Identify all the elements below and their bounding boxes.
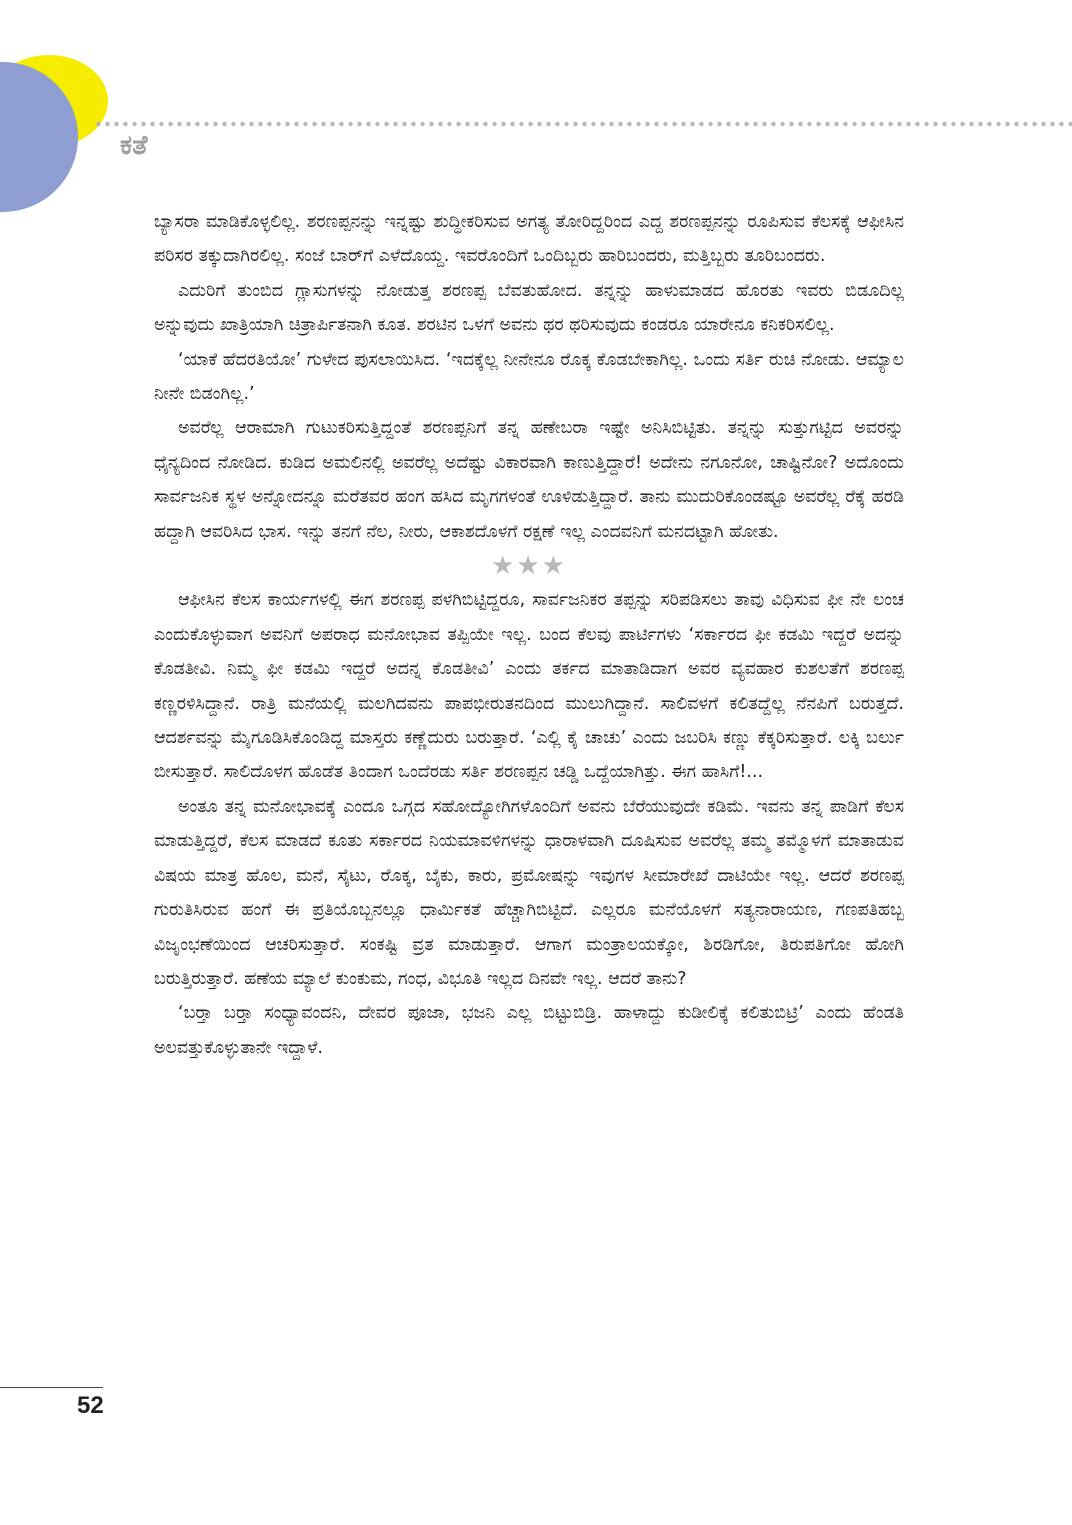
story-text: [154, 205, 904, 1065]
paragraph: ಅವರೆಲ್ಲ ಆರಾಮಾಗಿ ಗುಟುಕರಿಸುತ್ತಿದ್ದಂತೆ ಶರಣಪ್ಪನಿಗೆ ತನ್ನ ಹಣೇಬರಾ ಇಷ್ಟೇ ಅನಿಸಿಬಿಟ್ಟಿತು. ತನ್ನನ್ನು ಸುತ್ತುಗಟ್ಟಿದ ಅವರನ್ನು ಧೈನ್ಯದಿಂದ ನೋಡಿದ. ಕುಡಿದ ಅಮಲಿನಲ್ಲಿ ಅವರೆಲ್ಲ ಅದೆಷ್ಟು ವಿಕಾರವಾಗಿ ಕಾಣುತ್ತಿದ್ದಾರೆ! ಅದೇನು ನಗೂನೋ, ಚಾಷ್ಟಿನೋ? ಅದೊಂದು ಸಾರ್ವಜನಿಕ ಸ್ಥಳ ಅನ್ನೋದನ್ನೂ ಮರೆತವರ ಹಂಗ ಹಸಿದ ಮೃಗಗಳಂತೆ ಊಳಿಡುತ್ತಿದ್ದಾರೆ. ತಾನು ಮುದುರಿಕೊಂಡಷ್ಟೂ ಅವರೆಲ್ಲ ರೆಕ್ಕೆ ಹರಡಿ ಹದ್ದಾಗಿ ಆವರಿಸಿದ ಭಾಸ. ಇನ್ನು ತನಗೆ ನೆಲ, ನೀರು, ಆಕಾಶದೊಳಗೆ ರಕ್ಷಣೆ ಇಲ್ಲ ಎಂದವನಿಗೆ ಮನದಟ್ಟಾಗಿ ಹೋತು.: [154, 418, 904, 542]
dotted-header-rule: [94, 121, 1072, 127]
footer-rule: [0, 1387, 103, 1388]
paragraph: ಆಫೀಸಿನ ಕೆಲಸ ಕಾರ್ಯಗಳಲ್ಲಿ ಈಗ ಶರಣಪ್ಪ ಪಳಗಿಬಿಟ್ಟಿದ್ದರೂ, ಸಾರ್ವಜನಿಕರ ತಪ್ಪನ್ನು ಸರಿಪಡಿಸಲು ತಾವು ವಿಧಿಸುವ ಫೀ ನೇ ಲಂಚ ಎಂದುಕೊಳ್ಳುವಾಗ ಅವನಿಗೆ ಅಪರಾಧ ಮನೋಭಾವ ತಪ್ಪಿಯೇ ಇಲ್ಲ. ಬಂದ ಕೆಲವು ಪಾರ್ಟಿಗಳು ‘ಸರ್ಕಾರದ ಫೀ ಕಡಮಿ ಇದ್ದರೆ ಅದನ್ನು ಕೊಡತೀವಿ. ನಿಮ್ಮ ಫೀ ಕಡಮಿ ಇದ್ದರೆ ಅದನ್ನ ಕೊಡತೀವಿ’ ಎಂದು ತರ್ಕದ ಮಾತಾಡಿದಾಗ ಅವರ ವ್ಯವಹಾರ ಕುಶಲತೆಗೆ ಶರಣಪ್ಪ ಕಣ್ಣರಳಿಸಿದ್ದಾನೆ. ರಾತ್ರಿ ಮನೆಯಲ್ಲಿ ಮಲಗಿದವನು ಪಾಪಭೀರುತನದಿಂದ ಮುಲುಗಿದ್ದಾನೆ. ಸಾಲಿವಳಗೆ ಕಲಿತದ್ದೆಲ್ಲ ನೆನಪಿಗೆ ಬರುತ್ತದೆ. ಆದರ್ಶವನ್ನು ಮೈಗೂಡಿಸಿಕೊಂಡಿದ್ದ ಮಾಸ್ತರು ಕಣ್ಣೆದುರು ಬರುತ್ತಾರೆ. ‘ಎಲ್ಲಿ ಕೈ ಚಾಚು’ ಎಂದು ಜಬರಿಸಿ ಕಣ್ಣು ಕೆಕ್ಕರಿಸುತ್ತಾರೆ. ಲಕ್ಕಿ ಬರ್ಲು ಬೀಸುತ್ತಾರೆ. ಸಾಲಿದೊಳಗ ಹೊಡೆತ ತಿಂದಾಗ ಒಂದೆರಡು ಸರ್ತಿ ಶರಣಪ್ಪನ ಚಡ್ಡಿ ಒದ್ದೆಯಾಗಿತ್ತು. ಈಗ ಹಾಸಿಗೆ!...: [154, 590, 904, 783]
section-break-stars: ★★★: [491, 551, 567, 582]
paragraph: ಬ್ಯಾಸರಾ ಮಾಡಿಕೊಳ್ಳಲಿಲ್ಲ. ಶರಣಪ್ಪನನ್ನು ಇನ್ನಷ್ಟು ಶುದ್ಧೀಕರಿಸುವ ಅಗತ್ಯ ತೋರಿದ್ದರಿಂದ ಎದ್ದ ಶರಣಪ್ಪನನ್ನು ರೂಪಿಸುವ ಕೆಲಸಕ್ಕೆ ಆಫೀಸಿನ ಪರಿಸರ ತಕ್ಕುದಾಗಿರಲಿಲ್ಲ. ಸಂಜೆ ಬಾರ್‌ಗೆ ಎಳೆದೊಯ್ದ. ಇವರೊಂದಿಗೆ ಒಂದಿಬ್ಬರು ಹಾರಿಬಂದರು, ಮತ್ತಿಬ್ಬರು ತೂರಿಬಂದರು.: [154, 212, 904, 267]
paragraph: ‘ಬರ್‍ತಾ ಬರ್‍ತಾ ಸಂಧ್ಯಾವಂದನಿ, ದೇವರ ಪೂಜಾ, ಭಜನಿ ಎಲ್ಲ ಬಿಟ್ಟುಬಿಡ್ರಿ. ಹಾಳಾದ್ದು ಕುಡೀಲಿಕ್ಕೆ ಕಲಿತುಬಿಟ್ರಿ’ ಎಂದು ಹೆಂಡತಿ ಅಲವತ್ತುಕೊಳ್ಳುತಾನೇ ಇದ್ದಾಳೆ.: [154, 1003, 904, 1058]
paragraph: ಅಂತೂ ತನ್ನ ಮನೋಭಾವಕ್ಕೆ ಎಂದೂ ಒಗ್ಗದ ಸಹೋದ್ಯೋಗಿಗಳೊಂದಿಗೆ ಅವನು ಬೆರೆಯುವುದೇ ಕಡಿಮೆ. ಇವನು ತನ್ನ ಪಾಡಿಗೆ ಕೆಲಸ ಮಾಡುತ್ತಿದ್ದರೆ, ಕೆಲಸ ಮಾಡದೆ ಕೂತು ಸರ್ಕಾರದ ನಿಯಮಾವಳಿಗಳನ್ನು ಧಾರಾಳವಾಗಿ ದೂಷಿಸುವ ಅವರೆಲ್ಲ ತಮ್ಮ ತಮ್ಮೊಳಗೆ ಮಾತಾಡುವ ವಿಷಯ ಮಾತ್ರ ಹೊಲ, ಮನೆ, ಸೈಟು, ರೊಕ್ಕ, ಬೈಕು, ಕಾರು, ಪ್ರಮೋಷನ್ನು ಇವುಗಳ ಸೀಮಾರೇಖೆ ದಾಟಿಯೇ ಇಲ್ಲ. ಆದರೆ ಶರಣಪ್ಪ ಗುರುತಿಸಿರುವ ಹಂಗೆ ಈ ಪ್ರತಿಯೊಬ್ಬನಲ್ಲೂ ಧಾರ್ಮಿಕತೆ ಹೆಚ್ಚಾಗಿಬಿಟ್ಟಿದೆ. ಎಲ್ಲರೂ ಮನೆಯೊಳಗೆ ಸತ್ಯನಾರಾಯಣ, ಗಣಪತಿಹಬ್ಬ ವಿಜೃಂಭಣೆಯಿಂದ ಆಚರಿಸುತ್ತಾರೆ. ಸಂಕಷ್ಟಿ ವ್ರತ ಮಾಡುತ್ತಾರೆ. ಆಗಾಗ ಮಂತ್ರಾಲಯಕ್ಕೋ, ಶಿರಡಿಗೋ, ತಿರುಪತಿಗೋ ಹೋಗಿ ಬರುತ್ತಿರುತ್ತಾರೆ. ಹಣೆಯ ಮ್ಯಾಲೆ ಕುಂಕುಮ, ಗಂಧ, ವಿಭೂತಿ ಇಲ್ಲದ ದಿನವೇ ಇಲ್ಲ. ಆದರೆ ತಾನು?: [154, 796, 904, 989]
page-number: 52: [77, 1392, 104, 1419]
paragraph: ‘ಯಾಕೆ ಹೆದರತಿಯೋ’ ಗುಳೇದ ಪುಸಲಾಯಿಸಿದ. ‘ಇದಕ್ಕೆಲ್ಲ ನೀನೇನೂ ರೊಕ್ಕ ಕೊಡಬೇಕಾಗಿಲ್ಲ. ಒಂದು ಸರ್ತಿ ರುಚಿ ನೋಡು. ಆಮ್ಯಾಲ ನೀನೇ ಬಿಡಂಗಿಲ್ಲ.’: [154, 349, 904, 405]
section-label: ಕತೆ: [120, 130, 148, 161]
paragraph: ಎದುರಿಗೆ ತುಂಬಿದ ಗ್ಲಾಸುಗಳನ್ನು ನೋಡುತ್ತ ಶರಣಪ್ಪ ಬೆವತುಹೋದ. ತನ್ನನ್ನು ಹಾಳುಮಾಡದ ಹೊರತು ಇವರು ಬಿಡೂದಿಲ್ಲ ಅನ್ನುವುದು ಖಾತ್ರಿಯಾಗಿ ಚಿತ್ರಾರ್ಪಿತನಾಗಿ ಕೂತ. ಶರಟಿನ ಒಳಗೆ ಅವನು ಥರ ಥರಿಸುವುದು ಕಂಡರೂ ಯಾರೇನೂ ಕನಿಕರಿಸಲಿಲ್ಲ.: [154, 280, 904, 336]
